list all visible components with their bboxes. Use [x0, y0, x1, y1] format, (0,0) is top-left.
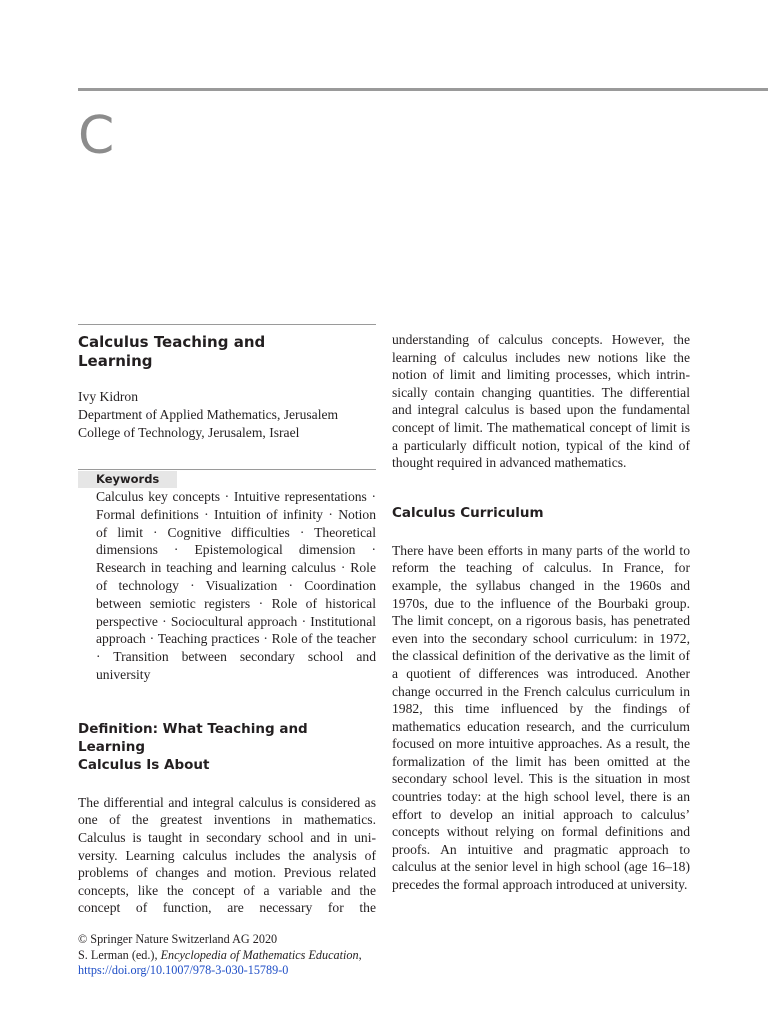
header-rule — [78, 88, 768, 91]
left-column — [78, 324, 376, 931]
section-letter: C — [78, 106, 115, 166]
keywords-rule — [78, 469, 376, 470]
author-name: Ivy Kidron — [78, 389, 139, 404]
continuation-paragraph: understanding of calculus concepts. However, the learning of calculus includes new notions like the notion of limit and limiting processes, which intrinsically contain changing quantities. The differential and integral calculus is based upon the fundamental concept of limit. The mathematical concept of limit is a particularly difficult notion, typical of the kind of thought required in advanced mathematics. — [392, 332, 690, 471]
article-title-line2: Learning — [78, 352, 153, 370]
citation-title: Encyclopedia of Mathematics Education — [160, 947, 359, 962]
doi-link[interactable]: https://doi.org/10.1007/978-3-030-15789-0 — [78, 963, 289, 978]
definition-heading-line2: Calculus Is About — [78, 756, 210, 773]
definition-paragraph: The differential and integral calculus is considered as one of the greatest inventions in mathematics. Calculus is taught in secondary school and in university. Learning calculus includes the analysis of problems of changes and motion. Previous related concepts, like the concept of a variable and the concept of function, are necessary for the — [78, 794, 376, 916]
copyright-line: © Springer Nature Switzerland AG 2020 — [78, 932, 278, 946]
definition-heading-line1: Definition: What Teaching and Learning — [78, 720, 308, 755]
article-title-line1: Calculus Teaching and — [78, 333, 266, 351]
keywords-label: Keywords — [78, 471, 177, 488]
title-rule — [78, 324, 376, 325]
citation-line — [78, 948, 378, 964]
citation-prefix: S. Lerman (ed.), — [78, 947, 161, 962]
article-title — [78, 333, 376, 371]
footer — [78, 932, 378, 979]
keywords-list: Calculus key concepts · Intuitive representations · Formal definitions · Intuition of infinity · Notion of limit · Cognitive difficulties · Theoretical dimensions · Epistemological dimension · Research in teaching and learning calculus · Role of technology · Visualization · Coordination between semiotic registers · Role of historical perspective · Sociocultural approach · Institutional approach · Teaching practices · Role of the teacher · Transition between secondary school and university — [96, 489, 376, 682]
affiliation-line1: Department of Applied Mathematics, Jerusalem — [78, 407, 339, 422]
affiliation-line2: College of Technology, Jerusalem, Israel — [78, 425, 300, 440]
curriculum-paragraph: There have been efforts in many parts of the world to reform the teaching of calculus. In France, for example, the syllabus changed in the 1960s and 1970s, due to the influence of the Bourbaki group. The limit concept, on a rigorous basis, has penetrated even into the secondary school curriculum: in 1972, the classical definition of the derivative as the limit of a quotient of differences was introduced. Another change occurred in the French calculus curriculum in 1982, this time influenced by the findings of mathematics education research, and the curriculum focused on more intuitive approaches. As a result, the formalization of the limit has been omitted at the secondary school level. This is the situation in most countries today: at the high school level, there is an effort to develop an initial approach to calculus’ concepts without relying on formal definitions and proofs. An intuitive and pragmatic approach to calculus at the senior level in high school (age 16–18) precedes the formal approach introduced at university. — [392, 542, 690, 893]
citation-suffix: , — [358, 947, 362, 962]
right-column — [392, 331, 690, 907]
curriculum-heading: Calculus Curriculum — [392, 504, 544, 521]
definition-heading — [78, 720, 376, 774]
author-block — [78, 388, 376, 442]
